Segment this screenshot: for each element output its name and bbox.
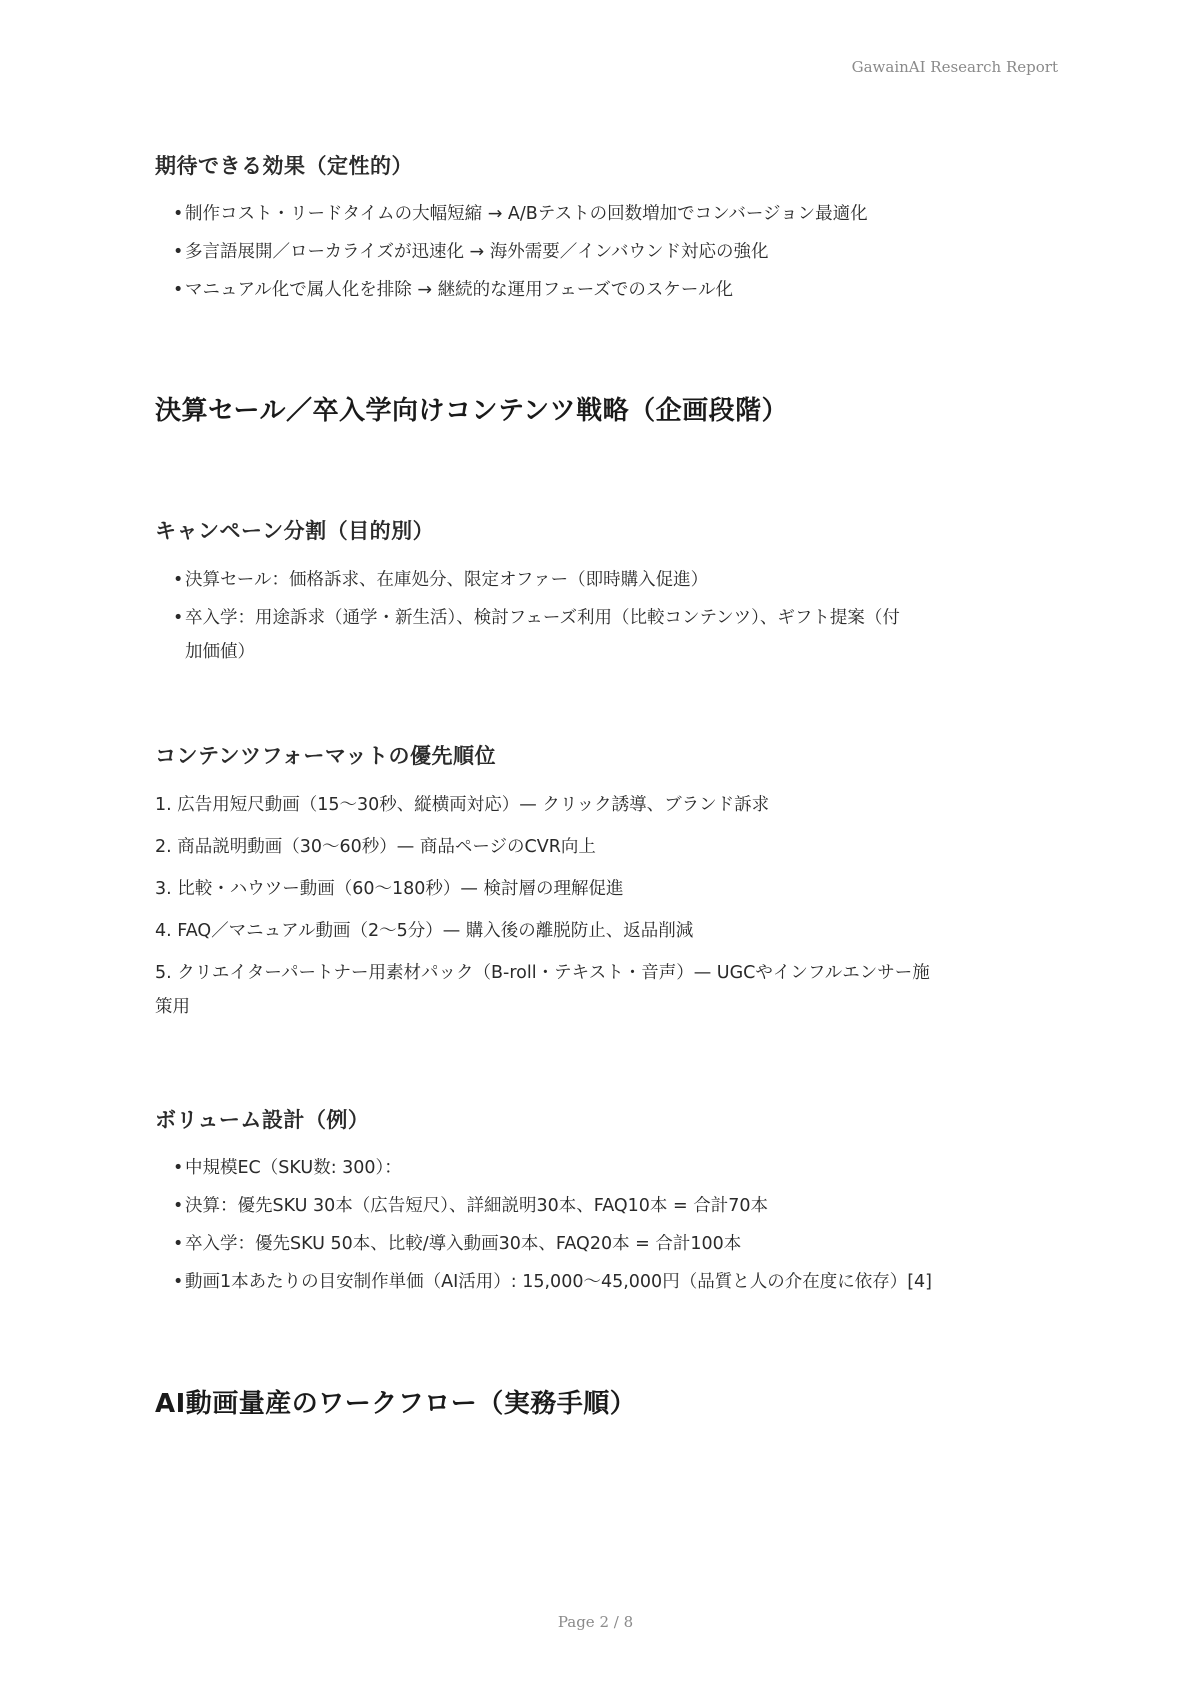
bullet-icon: •	[173, 1234, 184, 1254]
bullet-icon: •	[173, 204, 184, 224]
ordered-list-item: 3. 比較・ハウツー動画（60〜180秒）— 検討層の理解促進	[155, 879, 624, 899]
bullet-icon: •	[173, 570, 184, 590]
heading-content-strategy: 決算セール／卒入学向けコンテンツ戦略（企画段階）	[155, 396, 789, 426]
bullet-icon: •	[173, 1272, 184, 1292]
ordered-list-item: 1. 広告用短尺動画（15〜30秒、縦横両対応）— クリック誘導、ブランド訴求	[155, 795, 770, 815]
list-item: •決算セール：価格訴求、在庫処分、限定オファー（即時購入促進）	[173, 563, 708, 597]
heading-format-priority: コンテンツフォーマットの優先順位	[155, 744, 497, 768]
heading-qualitative-effects: 期待できる効果（定性的）	[155, 154, 413, 178]
ordered-list-item-continuation: 策用	[155, 997, 190, 1017]
heading-volume-design: ボリューム設計（例）	[155, 1108, 370, 1132]
bullet-icon: •	[173, 608, 184, 628]
ordered-list-item: 4. FAQ／マニュアル動画（2〜5分）— 購入後の離脱防止、返品削減	[155, 921, 694, 941]
running-header: GawainAI Research Report	[851, 58, 1058, 76]
bullet-icon: •	[173, 1196, 184, 1216]
list-item: •決算：優先SKU 30本（広告短尺）、詳細説明30本、FAQ10本 = 合計70本	[173, 1189, 768, 1223]
ordered-list-item: 5. クリエイターパートナー用素材パック（B-roll・テキスト・音声）— UGCやインフルエンサー施	[155, 963, 930, 983]
ordered-list-item: 2. 商品説明動画（30〜60秒）— 商品ページのCVR向上	[155, 837, 596, 857]
list-item: •卒入学：用途訴求（通学・新生活）、検討フェーズ利用（比較コンテンツ）、ギフト提案（付	[173, 601, 900, 635]
heading-campaign-split: キャンペーン分割（目的別）	[155, 519, 435, 543]
list-item: •中規模EC（SKU数: 300）：	[173, 1151, 402, 1185]
page-number: Page 2 / 8	[557, 1613, 634, 1631]
bullet-icon: •	[173, 280, 184, 300]
bullet-icon: •	[173, 1158, 184, 1178]
bullet-icon: •	[173, 242, 184, 262]
list-item: •制作コスト・リードタイムの大幅短縮 → A/Bテストの回数増加でコンバージョン最適化	[173, 197, 868, 231]
list-item: •動画1本あたりの目安制作単価（AI活用）: 15,000〜45,000円（品質と人の介在度に依存）[4]	[173, 1265, 932, 1299]
list-item-continuation: 加価値）	[185, 642, 255, 662]
heading-ai-video-workflow: AI動画量産のワークフロー（実務手順）	[155, 1389, 637, 1419]
list-item: •マニュアル化で属人化を排除 → 継続的な運用フェーズでのスケール化	[173, 273, 733, 307]
list-item: •卒入学：優先SKU 50本、比較/導入動画30本、FAQ20本 = 合計100本	[173, 1227, 741, 1261]
list-item: •多言語展開／ローカライズが迅速化 → 海外需要／インバウンド対応の強化	[173, 235, 769, 269]
